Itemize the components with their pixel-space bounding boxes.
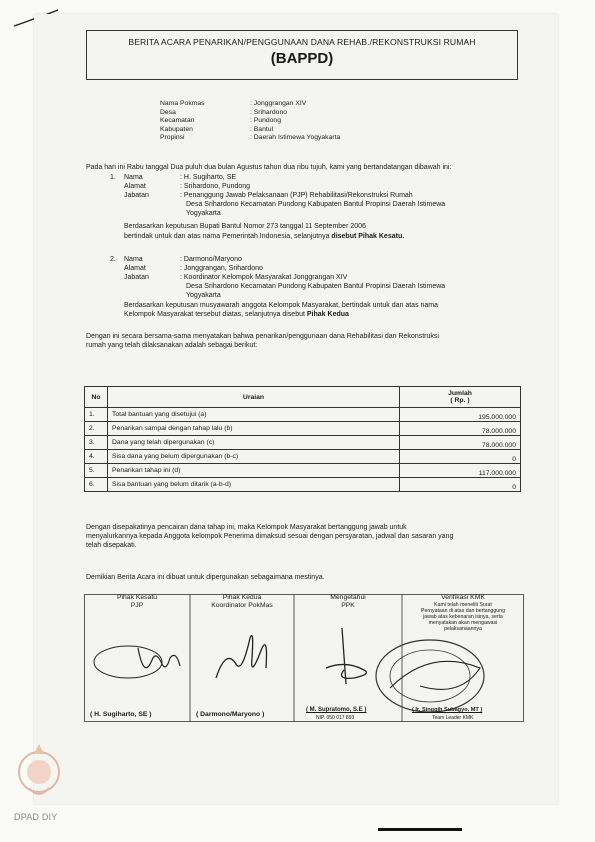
party1-address: : Srihardono, Pundong — [180, 183, 251, 190]
row-jumlah: 117.000.000 — [400, 464, 521, 478]
row-no: 6. — [85, 478, 108, 492]
closing-statement: Demikian Berita Acara ini dibuat untuk dipergunakan sebagaimana mestinya. — [86, 574, 325, 581]
row-jumlah: 0 — [400, 450, 521, 464]
row-uraian: Penarikan tahap ini (d) — [108, 464, 400, 478]
table-row — [85, 478, 521, 492]
party2-designation: Pihak Kedua — [306, 311, 349, 318]
party2-name-label: Nama — [124, 256, 143, 263]
intro-text: Pada hari ini Rabu tanggal Dua puluh dua bulan Agustus tahun dua ribu tujuh, kami yang bertandatangan dibawah ini: — [86, 164, 452, 171]
party2-address: : Jonggrangan, Srihardono — [180, 265, 263, 272]
row-no: 4. — [85, 450, 108, 464]
sig-note: Kami telah meneliti Surat — [434, 602, 492, 608]
signature-block — [84, 594, 524, 722]
sig-nip-ppk: NIP. 050 017 893 — [316, 715, 355, 721]
identity-label: Nama Pokmas — [160, 100, 205, 107]
party2-name: : Darmono/Maryono — [180, 256, 242, 263]
row-jumlah: 78.000.000 — [400, 422, 521, 436]
table-row — [85, 436, 521, 450]
row-no: 2. — [85, 422, 108, 436]
row-jumlah: 78.000.000 — [400, 436, 521, 450]
signature-pokmas — [206, 618, 282, 698]
watermark-text: DPAD DIY — [14, 812, 58, 822]
party1-designation: disebut Pihak Kesatu. — [331, 233, 405, 240]
sig-note: menyatakan akan mengawasi — [428, 620, 498, 626]
identity-value: : Jonggrangan XIV — [250, 100, 307, 107]
sig-col-ppk — [294, 594, 402, 610]
sig-note: pelaksanaannya — [444, 626, 482, 632]
table-row — [85, 408, 521, 422]
sig-role: Koordinator PokMas — [211, 602, 273, 609]
party2-number: 2. — [110, 256, 116, 263]
sig-note: Pernyataan di atas dan bertanggung — [421, 608, 505, 614]
sig-title: Verifikasi KMK — [441, 594, 485, 601]
identity-label: Propinsi — [160, 134, 185, 142]
identity-value: : Pundong — [250, 117, 281, 125]
sig-name-kmk: ( Ir. Singgih Subagyo, MT ) — [412, 707, 483, 713]
sig-title: Mengetahui — [330, 594, 366, 601]
row-uraian: Total bantuan yang disetujui (a) — [108, 408, 400, 422]
party1-address-label: Alamat — [124, 183, 146, 190]
signature-pjp — [92, 620, 192, 700]
fund-table — [84, 386, 521, 492]
row-jumlah: 0 — [400, 478, 521, 492]
row-no: 3. — [85, 436, 108, 450]
sig-col-pokmas — [190, 594, 294, 610]
party1-name-label: Nama — [124, 174, 143, 181]
party2-position-label: Jabatan — [124, 274, 149, 281]
row-no: 1. — [85, 408, 108, 422]
party2-position-cont2: Yogyakarta — [186, 292, 221, 299]
party1-basis: Berdasarkan keputusan Bupati Bantul Nomor 273 tanggal 11 September 2006 — [124, 223, 366, 230]
party1-position-cont2: Yogyakarta — [186, 210, 221, 217]
row-jumlah: 195.000.000 — [400, 408, 521, 422]
identity-label: Kabupaten — [160, 125, 193, 133]
party1-position-label: Jabatan — [124, 192, 149, 199]
bottom-bar — [378, 828, 462, 831]
party2-address-label: Alamat — [124, 265, 146, 272]
dpad-logo-watermark — [14, 738, 64, 808]
row-uraian: Sisa dana yang belum dipergunakan (b-c) — [108, 450, 400, 464]
closing-text: Dengan disepakatinya pencairan dana tahap ini, maka Kelompok Masyarakat bertanggung jawab untuk — [86, 524, 407, 531]
col-jumlah-header — [400, 387, 521, 408]
party2-basis-text: Kelompok Masyarakat tersebut diatas, selanjutnya disebut — [124, 311, 305, 318]
table-row — [85, 422, 521, 436]
col-uraian-header: Uraian — [108, 387, 400, 408]
identity-label: Kecamatan — [160, 117, 195, 125]
sig-role: PJP — [130, 602, 144, 609]
party2-basis-cont — [124, 311, 349, 319]
document-title-abbrev: (BAPPD) — [270, 50, 334, 67]
sig-role-kmk: Team Leader KMK — [432, 715, 474, 721]
row-uraian: Sisa bantuan yang belum ditarik (a-b-d) — [108, 478, 400, 492]
statement-cont: rumah yang telah dilaksanakan adalah sebagai berikut: — [86, 342, 258, 349]
closing-text-cont2: telah disepakati. — [86, 542, 137, 549]
jumlah-label: Jumlah — [448, 390, 472, 397]
col-no-header: No — [85, 387, 108, 408]
party2-position: : Koordinator Kelompok Masyarakat Jonggrangan XIV — [180, 274, 348, 281]
statement: Dengan ini secara bersama-sama menyatakan bahwa penarikan/penggunaan dana Rehabilitasi dan Rekonstruksi — [86, 333, 439, 340]
party1-number: 1. — [110, 174, 116, 181]
party2-position-cont: Desa Srihardono Kecamatan Pundong Kabupaten Bantul Propinsi Daerah Istimewa — [186, 283, 446, 290]
party1-name: : H. Sugiharto, SE — [180, 174, 237, 181]
party1-basis-text: bertindak untuk dan atas nama Pemerintah Indonesia, selanjutnya — [124, 233, 330, 240]
sig-name-pjp: ( H. Sugiharto, SE ) — [90, 711, 152, 718]
party1-position: : Penanggung Jawab Pelaksanaan (PJP) Rehabilitasi/Rekonstruksi Rumah — [180, 192, 413, 199]
sig-col-kmk — [402, 594, 524, 632]
sig-col-pjp — [84, 594, 190, 610]
identity-value: : Srihardono — [250, 108, 288, 116]
title-box — [86, 30, 518, 80]
party2-basis: Berdasarkan keputusan musyawarah anggota Kelompok Masyarakat, bertindak untuk dan atas nama — [124, 302, 439, 309]
table-header-row — [85, 387, 521, 408]
document-title: BERITA ACARA PENARIKAN/PENGGUNAAN DANA REHAB./REKONSTRUKSI RUMAH — [128, 37, 476, 47]
row-uraian: Dana yang telah dipergunakan (c) — [108, 436, 400, 450]
sig-name-ppk: ( M. Supratomo, S.E ) — [306, 707, 367, 713]
identity-value: : Daerah Istimewa Yogyakarta — [250, 134, 341, 142]
currency-label: ( Rp. ) — [450, 397, 470, 404]
party1-basis-cont — [124, 233, 404, 241]
stamp-kmk — [360, 628, 510, 718]
sig-title: Pihak Kesatu — [116, 594, 158, 601]
identity-value: : Bantul — [250, 125, 274, 133]
row-uraian: Penarikan sampai dengan tahap lalu (b) — [108, 422, 400, 436]
table-row — [85, 464, 521, 478]
sig-name-pokmas: ( Darmono/Maryono ) — [196, 711, 265, 718]
sig-note: jawab atas kebenaran isinya, serta — [423, 614, 503, 620]
party1-position-cont: Desa Srihardono Kecamatan Pundong Kabupaten Bantul Propinsi Daerah Istimewa — [186, 201, 446, 208]
sig-title: Pihak Kedua — [222, 594, 262, 601]
row-no: 5. — [85, 464, 108, 478]
sig-role: PPK — [341, 602, 355, 609]
table-row — [85, 450, 521, 464]
identity-label: Desa — [160, 108, 176, 116]
pokmas-identity — [160, 100, 340, 143]
closing-text-cont: menyalurkannya kepada Anggota kelompok Penerima dimaksud sesuai dengan persyaratan, jadwal dan sasaran yang — [86, 533, 454, 540]
